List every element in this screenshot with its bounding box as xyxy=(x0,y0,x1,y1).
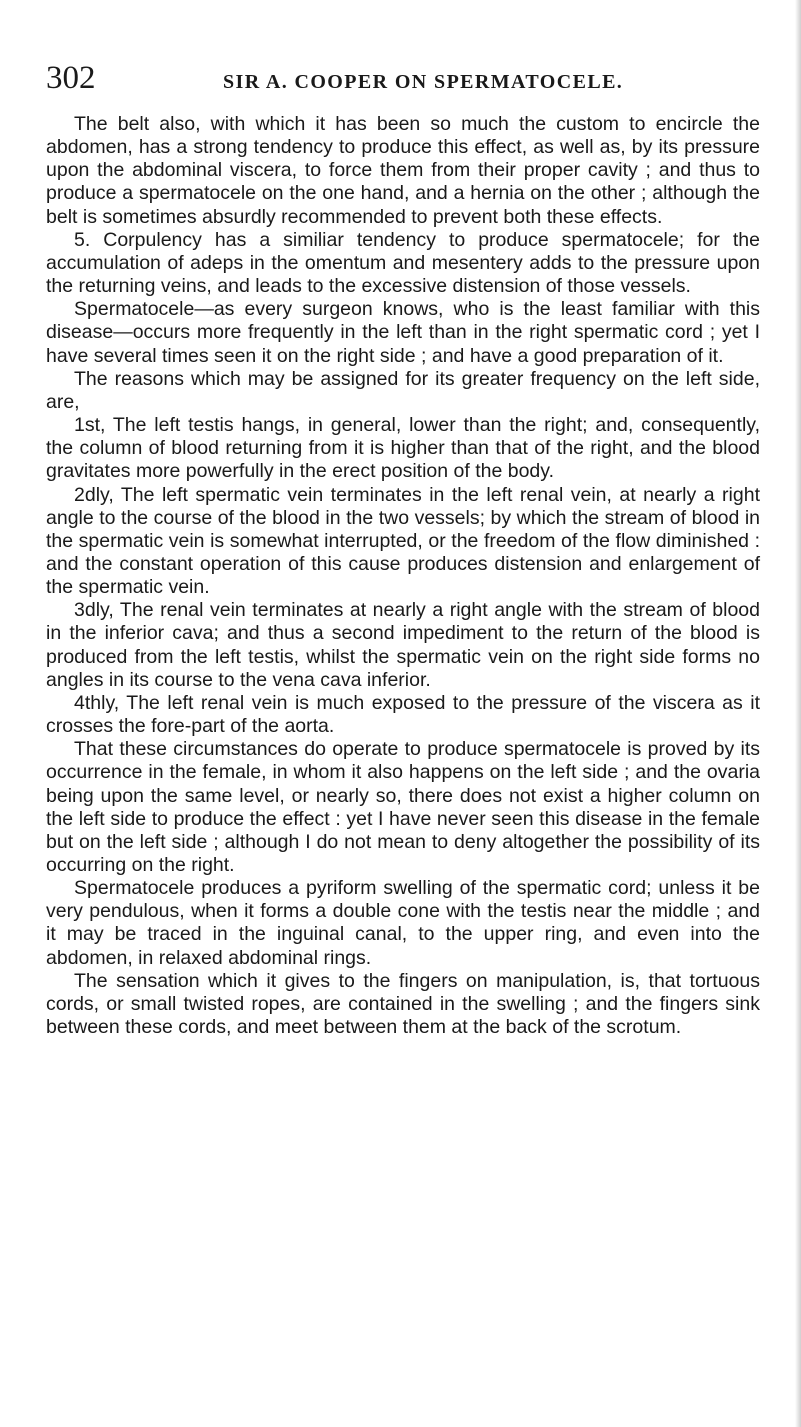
paragraph-third-reason: 3dly, The renal vein terminates at nearly a right angle with the stream of blood in the inferior cava; and thus a second impediment to the return of the blood is produced from the left testis, whilst the spermatic vein on the right side forms no angles in its course to the vena cava inferior. xyxy=(46,599,760,691)
paragraph-reasons: The reasons which may be assigned for its greater frequency on the left side, are, xyxy=(46,367,760,413)
paragraph-first-reason: 1st, The left testis hangs, in general, lower than the right; and, consequently, the column of blood returning from it is higher than that of the right, and the blood gravitates more powerfully in the erect position of the body. xyxy=(46,414,760,483)
paragraph-pyriform-swelling: Spermatocele produces a pyriform swelling of the spermatic cord; unless it be very pendulous, when it forms a double cone with the testis near the middle ; and it may be traced in the inguinal canal, to the upper ring, and even into the abdomen, in relaxed abdominal rings. xyxy=(46,877,760,969)
paragraph-spermatocele-left: Spermatocele—as every surgeon knows, who is the least familiar with this disease—occurs more frequently in the left than in the right spermatic cord ; yet I have several times seen it on the right side ; and have a good preparation of it. xyxy=(46,298,760,367)
page-edge-shadow xyxy=(795,0,801,1427)
page-number: 302 xyxy=(46,60,96,96)
paragraph-corpulency: 5. Corpulency has a similiar tendency to produce spermatocele; for the accumulation of adeps in the omentum and mesentery adds to the pressure upon the returning veins, and leads to the excessive distension of those vessels. xyxy=(46,228,760,298)
book-page xyxy=(46,60,760,1039)
body-text xyxy=(46,113,760,1039)
paragraph-fourth-reason: 4thly, The left renal vein is much exposed to the pressure of the viscera as it crosses the fore-part of the aorta. xyxy=(46,691,760,738)
paragraph-female-occurrence: That these circumstances do operate to produce spermatocele is proved by its occurrence in the female, in whom it also happens on the left side ; and the ovaria being upon the same level, or nearly so, there does not exist a higher column on the left side to produce the effect : yet I have never seen this disease in the female but on the left side ; although I do not mean to deny altogether the possibility of its occurring on the right. xyxy=(46,738,760,876)
page-header xyxy=(46,60,760,100)
paragraph-second-reason: 2dly, The left spermatic vein terminates in the left renal vein, at nearly a right angle to the course of the blood in the two vessels; by which the stream of blood in the spermatic vein is somewhat interrupted, or the freedom of the flow diminished : and the constant operation of this cause produces distension and enlargement of the spermatic vein. xyxy=(46,483,760,599)
paragraph-belt: The belt also, with which it has been so much the custom to encircle the abdomen, has a strong tendency to produce this effect, as well as, by its pressure upon the abdominal viscera, to force them from their proper cavity ; and thus to produce a spermatocele on the one hand, and a hernia on the other ; although the belt is sometimes absurdly recommended to prevent both these effects. xyxy=(46,113,760,228)
paragraph-sensation: The sensation which it gives to the fingers on manipulation, is, that tortuous cords, or small twisted ropes, are contained in the swelling ; and the fingers sink between these cords, and meet between them at the back of the scrotum. xyxy=(46,969,760,1039)
running-title: SIR A. COOPER ON SPERMATOCELE. xyxy=(223,71,624,93)
